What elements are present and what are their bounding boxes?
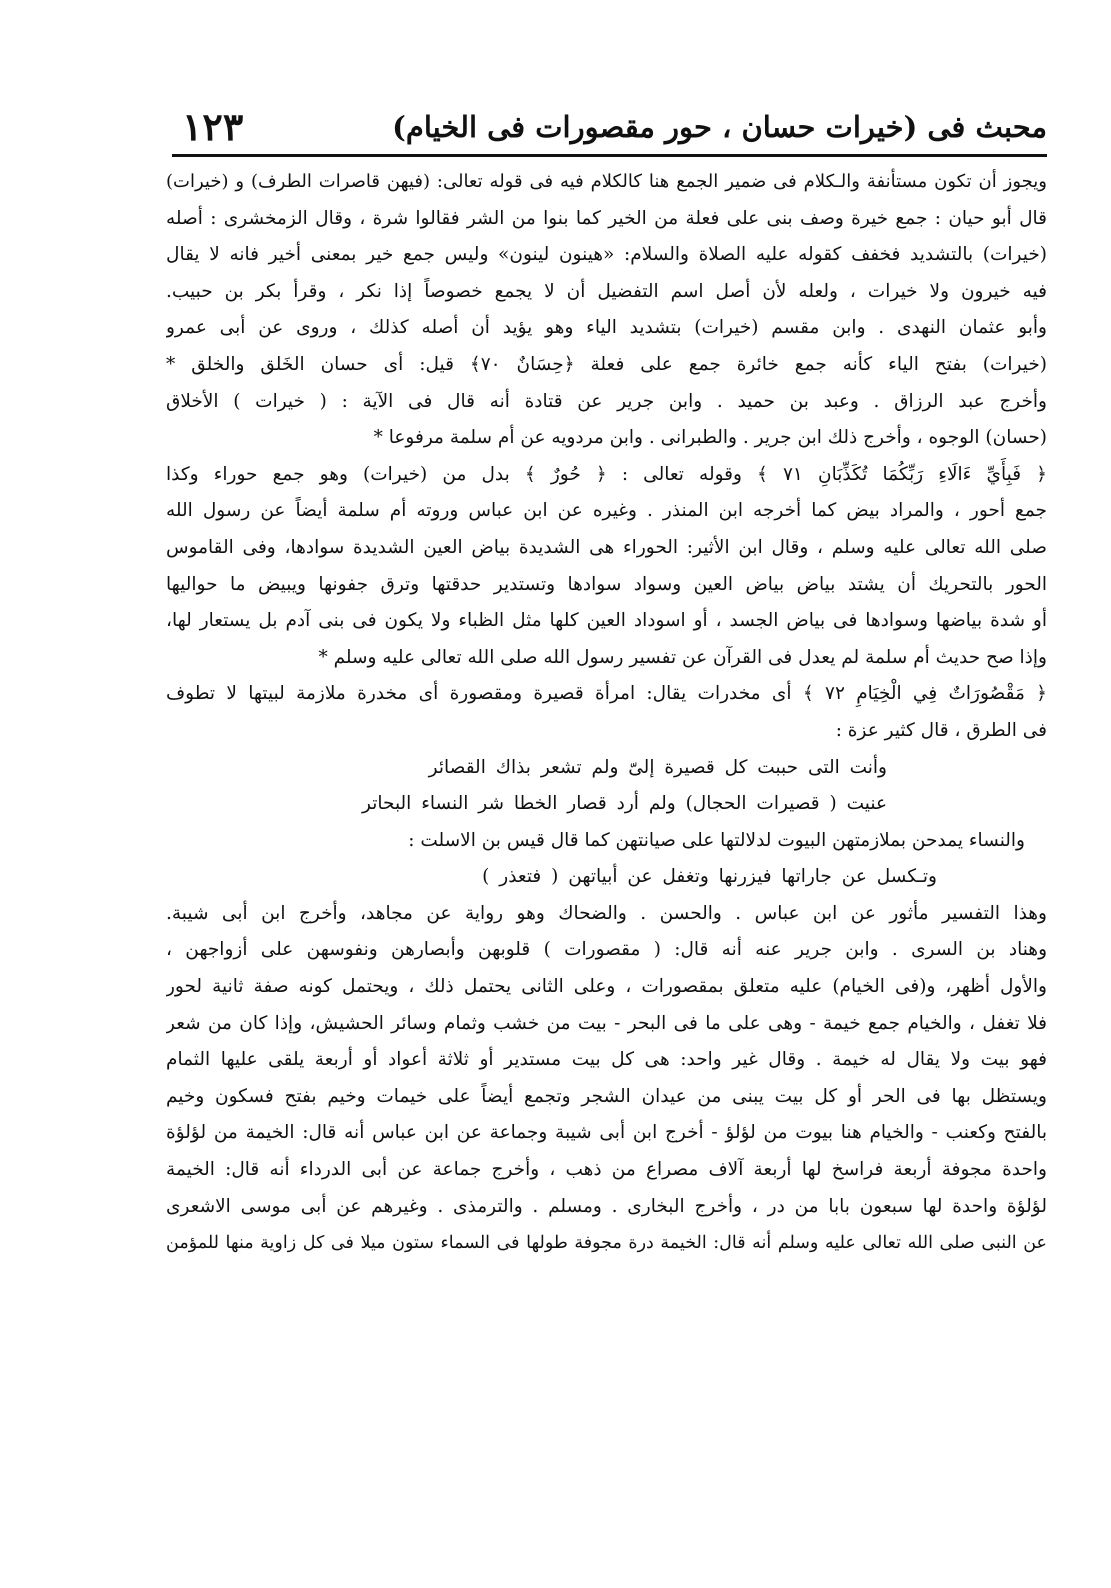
text-line: والأول أظهر، و(فى الخيام) عليه متعلق بمقصورات ، وعلى الثانى يحتمل ذلك ، ويحتمل كونه صفة ثانية لحور <box>166 976 1047 998</box>
text-line: وإذا صح حديث أم سلمة لم يعدل فى القرآن عن تفسير رسول الله صلى الله تعالى عليه وسلم * <box>318 646 1047 668</box>
text-line: وأبو عثمان النهدى . وابن مقسم (خيرات) بتشديد الياء وهو يؤيد أن أصله كذلك ، وروى عن أبى عمرو <box>166 317 1047 339</box>
text-line: (خيرات) بالتشديد فخفف كقوله عليه الصلاة والسلام: «هينون لينون» وليس جمع خير بمعنى أخير فانه لا يقال <box>166 244 1047 266</box>
text-line: وهناد بن السرى . وابن جرير عنه أنه قال: ( مقصورات ) قلوبهن وأبصارهن ونفوسهن على أزواجهن ، <box>166 939 1047 961</box>
poetry-verse: عنيت ( قصيرات الحجال) ولم أرد قصار الخطا شر النساء البحاتر <box>362 793 887 815</box>
text-line: فلا تغفل ، والخيام جمع خيمة - وهى على ما فى البحر - بيت من خشب وثمام وسائر الحشيش، وإذا كان من شعر <box>166 1012 1047 1034</box>
text-line: فيه خيرون ولا خيرات ، ولعله لأن أصل اسم التفضيل أن لا يجمع خصوصاً إذا نكر ، وقرأ بكر بن حبيب. <box>166 280 1047 302</box>
quran-verse-line: ﴿ فَبِأَيِّ ءَالَاءِ رَبِّكُمَا تُكَذِّبَانِ ٧١ ﴾ وقوله تعالى : ﴿ حُورٌ ﴾ بدل من (خيرات) وهو جمع حوراء وكذا <box>166 463 1047 485</box>
text-line: فهو بيت ولا يقال له خيمة . وقال غير واحد: هى كل بيت مستدير أو ثلاثة أعواد أو أربعة يلقى عليها الثمام <box>166 1049 1047 1071</box>
text-line: واحدة مجوفة أربعة فراسخ لها أربعة آلاف مصراع من ذهب ، وأخرج جماعة عن أبى الدرداء أنه قال: الخيمة <box>166 1159 1047 1181</box>
text-line: قال أبو حيان : جمع خيرة وصف بنى على فعلة من الخير كما بنوا من الشر فقالوا شرة ، وقال الزمخشرى : أصله <box>166 207 1047 229</box>
text-line: وهذا التفسير مأثور عن ابن عباس . والحسن . والضحاك وهو رواية عن مجاهد، وأخرج ابن أبى شيبة. <box>166 902 1047 924</box>
poetry-verse: وتـكسل عن جاراتها فيزرنها وتغفل عن أبياتهن ( فتعذر ) <box>482 866 937 888</box>
poetry-verse: وأنت التى حببت كل قصيرة إلىّ ولم تشعر بذاك القصائر <box>428 756 887 778</box>
text-line: جمع أحور ، والمراد بيض كما أخرجه ابن المنذر . وغيره عن ابن عباس وروته أم سلمة أيضاً عن رسول الله <box>166 500 1047 522</box>
text-line: فى الطرق ، قال كثير عزة : <box>835 719 1047 741</box>
text-line: والنساء يمدحن بملازمتهن البيوت لدلالتها على صيانتهن كما قال قيس بن الاسلت : <box>408 829 1025 851</box>
text-line: (خيرات) بفتح الياء كأنه جمع خائرة جمع على فعلة ﴿حِسَانٌ ٧٠﴾ قيل: أى حسان الخَلق والخلق * <box>166 353 1047 375</box>
text-line: بالفتح وكعنب - والخيام هنا بيوت من لؤلؤ - أخرج ابن أبى شيبة وجماعة عن ابن عباس أنه قال: الخيمة من لؤلؤة <box>166 1122 1047 1144</box>
page-header <box>172 104 1047 154</box>
text-line: صلى الله تعالى عليه وسلم ، وقال ابن الأثير: الحوراء هى الشديدة بياض العين الشديدة سوادها، وفى القاموس <box>166 536 1047 558</box>
text-line: لؤلؤة واحدة لها سبعون بابا من در ، وأخرج البخارى . ومسلم . والترمذى . وغيرهم عن أبى موسى الاشعرى <box>166 1195 1047 1217</box>
header-divider <box>172 154 1047 157</box>
body-text <box>166 164 1047 1262</box>
running-title: محبث فى (خيرات حسان ، حور مقصورات فى الخيام) <box>392 110 1047 144</box>
text-line: ويستظل بها فى الحر أو كل بيت يبنى من عيدان الشجر وتجمع أيضاً على خيمات وخيم بفتح فسكون وخيم <box>166 1085 1047 1107</box>
text-line: وأخرج عبد الرزاق . وعبد بن حميد . وابن جرير عن قتادة أنه قال فى الآية : ( خيرات ) الأخلاق <box>166 390 1047 412</box>
text-line: (حسان) الوجوه ، وأخرج ذلك ابن جرير . والطبرانى . وابن مردويه عن أم سلمة مرفوعا * <box>373 427 1047 449</box>
text-line: عن النبى صلى الله تعالى عليه وسلم أنه قال: الخيمة درة مجوفة طولها فى السماء ستون ميلا فى كل زاوية منها للمؤمن <box>166 1233 1047 1254</box>
text-line: أو شدة بياضها وسوادها فى بياض الجسد ، أو اسوداد العين كلها مثل الظباء ولا يكون فى بنى آدم بل يستعار لها، <box>166 610 1047 632</box>
text-line: ويجوز أن تكون مستأنفة والـكلام فى ضمير الجمع هنا كالكلام فيه فى قوله تعالى: (فيهن قاصرات الطرف) و (خيرات) <box>166 171 1047 192</box>
text-line: الحور بالتحريك أن يشتد بياض بياض العين وسواد سوادها وتستدير حدقتها وترق جفونها ويبيض ما حواليها <box>166 573 1047 595</box>
page-number: ١٢٣ <box>182 104 244 149</box>
quran-verse-line: ﴿ مَقْصُورَاتٌ فِي الْخِيَامِ ٧٢ ﴾ أى مخدرات يقال: امرأة قصيرة ومقصورة أى مخدرة ملازمة لبيتها لا تطوف <box>166 683 1047 705</box>
